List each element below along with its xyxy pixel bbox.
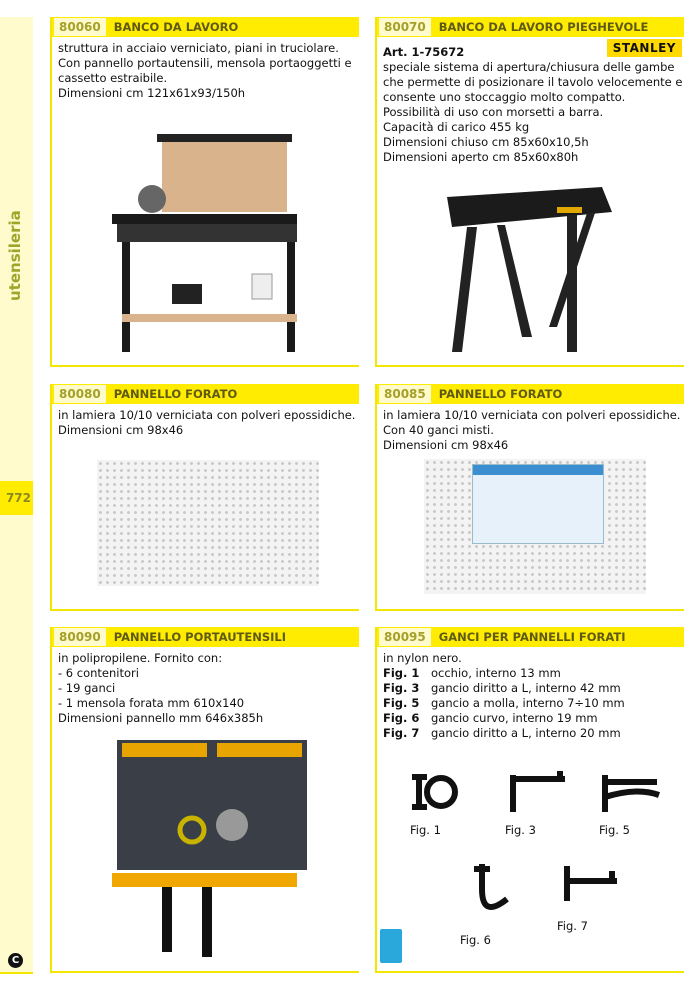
description-line: in lamiera 10/10 verniciata con polveri epossidiche.	[58, 408, 356, 422]
hook-fig5-image	[597, 767, 667, 822]
blister-pack-icon	[380, 929, 402, 963]
product-header	[52, 384, 359, 404]
product-80090	[50, 627, 359, 973]
description-line: in lamiera 10/10 verniciata con polveri epossidiche.	[383, 408, 681, 422]
fig-row	[383, 681, 684, 696]
product-title: GANCI PER PANNELLI FORATI	[438, 630, 626, 644]
workbench-image	[112, 129, 302, 354]
product-title: BANCO DA LAVORO PIEGHEVOLE	[438, 20, 649, 34]
fig-caption: Fig. 6	[460, 933, 491, 947]
section-label: utensileria	[6, 210, 24, 301]
product-description	[377, 404, 684, 453]
hook-fig7-image	[557, 861, 627, 911]
tool-panel-image	[112, 735, 312, 965]
product-code: 80085	[379, 385, 431, 403]
description-line: struttura in acciaio verniciato, piani in truciolare.	[58, 41, 339, 55]
description-line: in nylon nero.	[383, 651, 462, 665]
fig-label: Fig. 1	[383, 666, 420, 680]
folding-workbench-image	[437, 177, 617, 357]
description-line: cassetto estraibile.	[58, 71, 168, 85]
product-80060	[50, 17, 359, 367]
tool-display-image	[472, 464, 604, 544]
product-header	[52, 17, 359, 37]
stanley-logo: STANLEY	[607, 39, 682, 57]
description-line: Dimensioni cm 98x46	[383, 438, 509, 452]
description-line: consente uno stoccaggio molto compatto.	[383, 90, 626, 104]
description-line: Possibilità di uso con morsetti a barra.	[383, 105, 604, 119]
description-line: speciale sistema di apertura/chiusura delle gambe	[383, 60, 675, 74]
product-code: 80095	[379, 628, 431, 646]
description-line: Dimensioni cm 121x61x93/150h	[58, 86, 246, 100]
fig-text: occhio, interno 13 mm	[431, 666, 561, 680]
page-number: 772	[0, 481, 33, 515]
fig-text: gancio curvo, interno 19 mm	[431, 711, 598, 725]
product-code: 80060	[54, 18, 106, 36]
product-description	[52, 647, 359, 726]
product-header	[377, 17, 684, 37]
description-line: Con pannello portautensili, mensola portaoggetti e	[58, 56, 352, 70]
product-code: 80080	[54, 385, 106, 403]
product-title: BANCO DA LAVORO	[113, 20, 239, 34]
brand-logo-icon: C	[8, 953, 23, 968]
product-code: 80090	[54, 628, 106, 646]
description-line: che permette di posizionare il tavolo velocemente e	[383, 75, 683, 89]
fig-label: Fig. 6	[383, 711, 420, 725]
description-line: Dimensioni aperto cm 85x60x80h	[383, 150, 579, 164]
description-line: Con 40 ganci misti.	[383, 423, 494, 437]
fig-row	[383, 666, 684, 681]
fig-row	[383, 696, 684, 711]
product-description	[52, 37, 359, 101]
product-title: PANNELLO FORATO	[113, 387, 238, 401]
product-code: 80070	[379, 18, 431, 36]
description-line: Dimensioni chiuso cm 85x60x10,5h	[383, 135, 589, 149]
article-number: Art. 1-75672	[383, 45, 465, 59]
fig-caption: Fig. 1	[410, 823, 441, 837]
product-title: PANNELLO PORTAUTENSILI	[113, 630, 287, 644]
fig-caption: Fig. 3	[505, 823, 536, 837]
product-80085	[375, 384, 684, 611]
fig-label: Fig. 5	[383, 696, 420, 710]
product-description	[52, 404, 359, 438]
fig-text: gancio diritto a L, interno 20 mm	[431, 726, 621, 740]
product-80080	[50, 384, 359, 611]
product-80095	[375, 627, 684, 973]
product-title: PANNELLO FORATO	[438, 387, 563, 401]
product-description	[377, 647, 684, 741]
fig-text: gancio a molla, interno 7÷10 mm	[431, 696, 625, 710]
fig-label: Fig. 7	[383, 726, 420, 740]
hook-fig3-image	[505, 767, 575, 817]
fig-row	[383, 711, 684, 726]
description-line: in polipropilene. Fornito con:	[58, 651, 223, 665]
description-line: Dimensioni pannello mm 646x385h	[58, 711, 264, 725]
product-80070	[375, 17, 684, 367]
pegboard-image	[97, 460, 319, 586]
fig-caption: Fig. 7	[557, 919, 588, 933]
fig-row	[383, 726, 684, 741]
fig-label: Fig. 3	[383, 681, 420, 695]
product-header	[377, 627, 684, 647]
description-line: - 6 contenitori	[58, 666, 139, 680]
product-header	[52, 627, 359, 647]
product-header	[377, 384, 684, 404]
description-line: Dimensioni cm 98x46	[58, 423, 184, 437]
fig-caption: Fig. 5	[599, 823, 630, 837]
fig-text: gancio diritto a L, interno 42 mm	[431, 681, 621, 695]
description-line: Capacità di carico 455 kg	[383, 120, 530, 134]
description-line: - 19 ganci	[58, 681, 116, 695]
description-line: - 1 mensola forata mm 610x140	[58, 696, 245, 710]
hook-fig1-image	[402, 767, 472, 817]
hook-fig6-image	[462, 859, 522, 929]
